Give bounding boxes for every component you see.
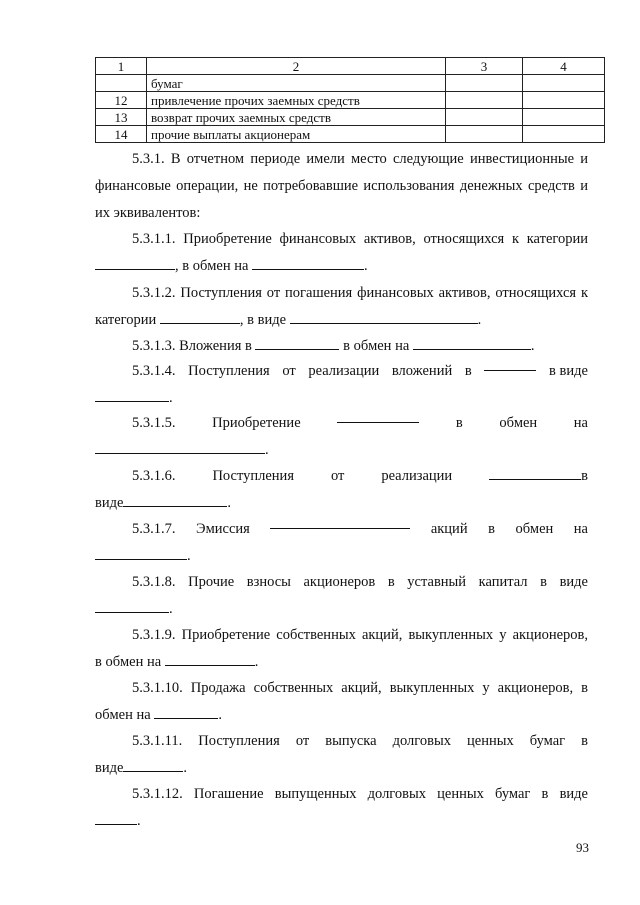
text-fragment: . [254,654,259,670]
table-row [96,126,605,143]
row-text: привлечение прочих заемных средств [147,92,446,109]
text-fragment: виде [95,760,124,776]
paragraph-line: финансовые операции, не потребовавшие использования денежных средств и [95,178,588,194]
paragraph-line [95,702,588,729]
row-cell-4 [523,126,605,143]
text-fragment: . [265,442,269,458]
fill-blank [252,257,364,270]
row-cell-3 [446,126,523,143]
fill-blank [95,547,187,560]
text-fragment: 5.3.1.3. Вложения в [132,338,252,354]
text-fragment: от [282,363,296,379]
text-fragment: Эмиссия [196,521,250,537]
paragraph-5-3-1-11 [95,728,588,782]
text-fragment: . [530,338,535,354]
row-cell-3 [446,109,523,126]
paragraph-line: 5.3.1.2. Поступления от погашения финансовых активов, относящихся к [132,285,588,301]
paragraph-5-3-1-5 [95,410,588,464]
paragraph-line: 5.3.1.8. Прочие взносы акционеров в уставный капитал в виде [132,574,588,590]
paragraph-line: 5.3.1.12. Погашение выпущенных долговых ценных бумаг в виде [132,786,588,802]
paragraph-5-3-1-8 [95,569,588,623]
header-col-2: 2 [147,58,446,75]
text-fragment: в [464,363,472,379]
fill-blank [413,337,531,350]
text-fragment: Поступления [188,363,270,379]
text-fragment: реализации [381,468,453,484]
fill-blank [123,759,183,772]
text-fragment: в [455,415,463,431]
text-fragment: 5.3.1.6. [132,468,176,484]
row-number: 13 [96,109,147,126]
paragraph-line: их эквивалентов: [95,205,201,221]
text-fragment: на [573,521,588,537]
paragraph-line [95,358,588,385]
paragraph-line [95,437,588,464]
fill-blank [337,410,419,423]
text-fragment: . [227,495,232,511]
paragraph-5-3-1-3 [95,333,588,360]
text-fragment: . [364,258,368,274]
paragraph-5-3-1-12 [95,781,588,835]
text-fragment: . [183,760,188,776]
page-number: 93 [576,840,589,855]
text-fragment: реализации [308,363,380,379]
text-fragment: . [137,813,141,829]
fill-blank [484,358,536,371]
fill-blank [95,441,265,454]
fill-blank [154,706,218,719]
fill-blank [270,516,410,529]
text-fragment: в обмен на [95,654,162,670]
fill-blank [95,812,137,825]
text-fragment: . [169,601,173,617]
paragraph-line [95,516,588,543]
row-number [96,75,147,92]
row-text: возврат прочих заемных средств [147,109,446,126]
paragraph-line [95,253,588,280]
text-fragment: Приобретение [212,415,301,431]
paragraph-line [95,755,588,782]
paragraph-5-3-1-7 [95,516,588,570]
text-fragment: , в обмен на [175,258,249,274]
header-col-3: 3 [446,58,523,75]
table-row [96,92,605,109]
text-fragment: от [330,468,345,484]
fill-blank [160,311,240,324]
text-fragment: . [477,312,482,328]
row-cell-3 [446,92,523,109]
text-fragment: . [169,390,173,406]
fill-blank [123,494,227,507]
header-col-4: 4 [523,58,605,75]
table-row [96,75,605,92]
paragraph-line: 5.3.1.1. Приобретение финансовых активов, относящихся к категории [132,231,588,247]
text-fragment: вложений [391,363,453,379]
text-fragment: в [581,468,588,484]
paragraph-line [95,410,588,437]
paragraph-line [95,385,588,412]
paragraph-line: 5.3.1.11. Поступления от выпуска долговых ценных бумаг в [132,733,588,749]
row-text: бумаг [147,75,446,92]
paragraph-line: 5.3.1.10. Продажа собственных акций, выкупленных у акционеров, в [132,680,588,696]
paragraph-line: 5.3.1.9. Приобретение собственных акций, выкупленных у акционеров, [132,627,588,643]
text-fragment: в виде [549,363,588,379]
paragraph-line [95,543,588,570]
row-number: 14 [96,126,147,143]
paragraph-5-3-1-1 [95,226,588,280]
text-fragment: в [488,521,495,537]
paragraph-line [95,490,588,517]
paragraph-line [95,596,588,623]
fill-blank [255,337,339,350]
table-row [96,109,605,126]
text-fragment: в обмен на [343,338,410,354]
row-number: 12 [96,92,147,109]
paragraph-5-3-1-6 [95,463,588,517]
text-fragment: . [187,548,191,564]
fill-blank [290,311,478,324]
row-cell-4 [523,92,605,109]
paragraph-line: 5.3.1. В отчетном периоде имели место следующие инвестиционные и [132,151,588,167]
text-fragment: обмен [515,521,554,537]
text-fragment: акций [430,521,468,537]
paragraph-line [95,808,588,835]
text-fragment: виде [95,495,124,511]
row-cell-4 [523,109,605,126]
header-col-1: 1 [96,58,147,75]
row-cell-3 [446,75,523,92]
paragraph-5-3-1-10 [95,675,588,729]
text-fragment: , в виде [239,312,287,328]
paragraph-5-3-1-9 [95,622,588,676]
text-fragment: . [218,707,222,723]
fill-blank [95,257,175,270]
fill-blank [489,467,581,480]
text-fragment: категории [95,312,157,328]
text-fragment: Поступления [212,468,294,484]
fill-blank [95,600,169,613]
row-text: прочие выплаты акционерам [147,126,446,143]
text-fragment: 5.3.1.4. [132,363,176,379]
text-fragment: обмен на [95,707,151,723]
text-fragment: 5.3.1.5. [132,415,176,431]
row-cell-4 [523,75,605,92]
fill-blank [165,653,255,666]
fill-blank [95,389,169,402]
text-fragment: 5.3.1.7. [132,521,176,537]
table-header-row [96,58,605,75]
paragraph-line [95,307,588,334]
text-fragment: на [573,415,588,431]
paragraph-5-3-1-2 [95,280,588,334]
paragraph-5-3-1-4 [95,358,588,412]
text-fragment: обмен [499,415,538,431]
paragraph-line [95,649,588,676]
operations-table [95,57,605,143]
paragraph-line [95,463,588,490]
paragraph-5-3-1 [95,146,588,227]
